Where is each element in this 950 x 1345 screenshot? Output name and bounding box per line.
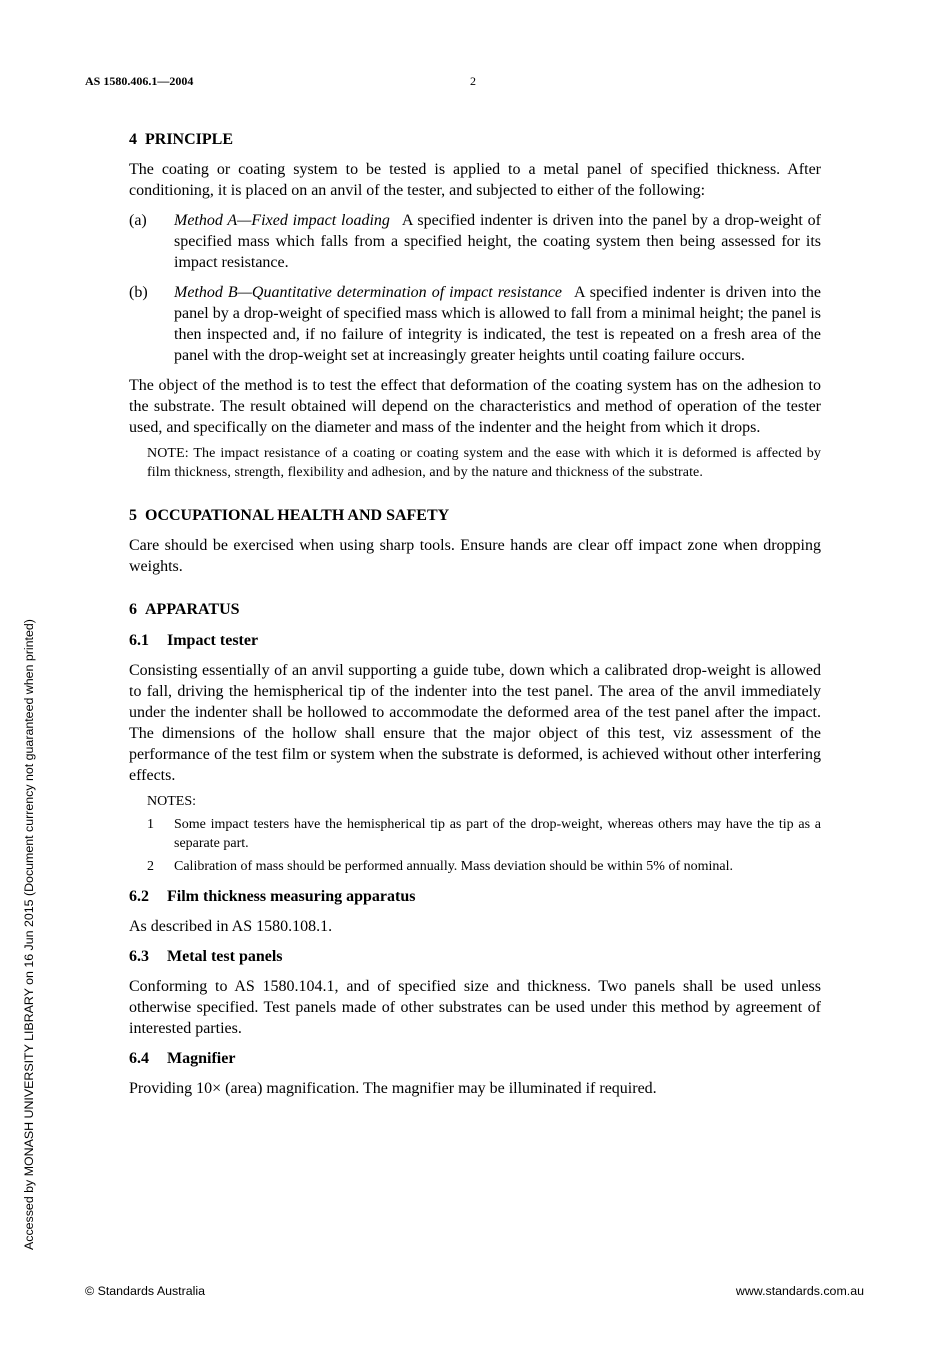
subsection-number: 6.2 bbox=[129, 888, 149, 905]
list-item-b bbox=[129, 282, 821, 366]
magnifier-text: Providing 10× (area) magnification. The magnifier may be illuminated if required. bbox=[129, 1080, 657, 1097]
note-text: Calibration of mass should be performed annually. Mass deviation should be within 5% of nominal. bbox=[174, 859, 733, 874]
section-title: PRINCIPLE bbox=[145, 131, 234, 148]
list-label: (b) bbox=[129, 284, 148, 301]
subsection-title: Metal test panels bbox=[167, 948, 283, 965]
subsection-6-2-heading bbox=[129, 886, 821, 907]
access-side-note: Accessed by MONASH UNIVERSITY LIBRARY on 16 Jun 2015 (Document currency not guaranteed when printed) bbox=[22, 619, 36, 1250]
note-number: 2 bbox=[147, 859, 154, 874]
method-a-title: Method A—Fixed impact loading bbox=[174, 212, 390, 229]
film-thickness-text: As described in AS 1580.108.1. bbox=[129, 918, 333, 935]
subsection-number: 6.1 bbox=[129, 632, 149, 649]
section-title: OCCUPATIONAL HEALTH AND SAFETY bbox=[145, 507, 450, 524]
subsection-title: Film thickness measuring apparatus bbox=[167, 888, 416, 905]
section-number: 4 bbox=[129, 131, 137, 148]
section-4-heading bbox=[129, 129, 821, 150]
ohs-text: Care should be exercised when using sharp tools. Ensure hands are clear off impact zone when dropping weights. bbox=[129, 537, 821, 575]
method-a-text: A specified indenter is driven into the panel by a drop-weight of specified mass which falls from a specified height, the coating system then being assessed for its impact resistance. bbox=[174, 212, 822, 271]
metal-panels-text: Conforming to AS 1580.104.1, and of specified size and thickness. Two panels shall be used unless otherwise specified. Test panels made of other substrates can be used under this method by agreement of interested parties. bbox=[129, 978, 821, 1037]
note-item bbox=[147, 857, 821, 876]
section-number: 5 bbox=[129, 507, 137, 524]
method-b-text: A specified indenter is driven into the panel by a drop-weight of specified mass which is allowed to fall from a minimal height; the panel is then inspected and, if no failure of integrity is indicated, the test is repeated on a fresh area of the panel with the drop-weight set at increasingly greater heights until coating failure occurs. bbox=[174, 284, 822, 364]
principle-intro: The coating or coating system to be tested is applied to a metal panel of specified thickness. After conditioning, it is placed on an anvil of the tester, and subjected to either of the following: bbox=[129, 161, 821, 199]
footer-website-link[interactable]: www.standards.com.au bbox=[735, 1284, 864, 1298]
principle-note: NOTE: The impact resistance of a coating or coating system and the ease with which it is deformed is affected by film thickness, strength, flexibility and adhesion, and by the nature and thickness of the substrate. bbox=[147, 446, 821, 480]
list-text bbox=[174, 210, 821, 273]
section-number: 6 bbox=[129, 601, 137, 618]
impact-tester-text: Consisting essentially of an anvil supporting a guide tube, down which a calibrated drop-weight is allowed to fall, driving the hemispherical tip of the indenter into the test panel. The area of the anvil immediately under the indenter shall be hollowed to accommodate the deformed area of the test panel after the impact. The dimensions of the hollow shall ensure that the major object of this test, viz assessment of the performance of the test film or system when the substrate is deformed, is achieved without other interfering effects. bbox=[129, 662, 821, 784]
list-text bbox=[174, 282, 821, 366]
section-5-heading bbox=[129, 505, 821, 526]
notes-heading: NOTES: bbox=[147, 794, 196, 809]
footer-copyright: © Standards Australia bbox=[85, 1284, 206, 1298]
note-number: 1 bbox=[147, 817, 154, 832]
subsection-6-1-heading bbox=[129, 630, 821, 651]
note-item bbox=[147, 815, 821, 853]
list-label: (a) bbox=[129, 212, 147, 229]
section-title: APPARATUS bbox=[145, 601, 240, 618]
method-b-title: Method B—Quantitative determination of impact resistance bbox=[174, 284, 563, 301]
subsection-title: Impact tester bbox=[167, 632, 259, 649]
list-item-a bbox=[129, 210, 821, 273]
principle-object: The object of the method is to test the effect that deformation of the coating system has on the adhesion to the substrate. The result obtained will depend on the characteristics and method of operation of the tester used, and specifically on the diameter and mass of the indenter and the height from which it drops. bbox=[129, 377, 821, 436]
section-6-heading bbox=[129, 599, 821, 620]
subsection-6-4-heading bbox=[129, 1048, 821, 1069]
note-text: Some impact testers have the hemispherical tip as part of the drop-weight, whereas others may have the tip as a separate part. bbox=[174, 817, 821, 851]
subsection-number: 6.3 bbox=[129, 948, 149, 965]
page-number: 2 bbox=[470, 74, 476, 88]
page-content bbox=[129, 129, 821, 1099]
subsection-title: Magnifier bbox=[167, 1050, 236, 1067]
subsection-number: 6.4 bbox=[129, 1050, 149, 1067]
subsection-6-3-heading bbox=[129, 946, 821, 967]
header-doc-id: AS 1580.406.1—2004 bbox=[85, 74, 194, 88]
